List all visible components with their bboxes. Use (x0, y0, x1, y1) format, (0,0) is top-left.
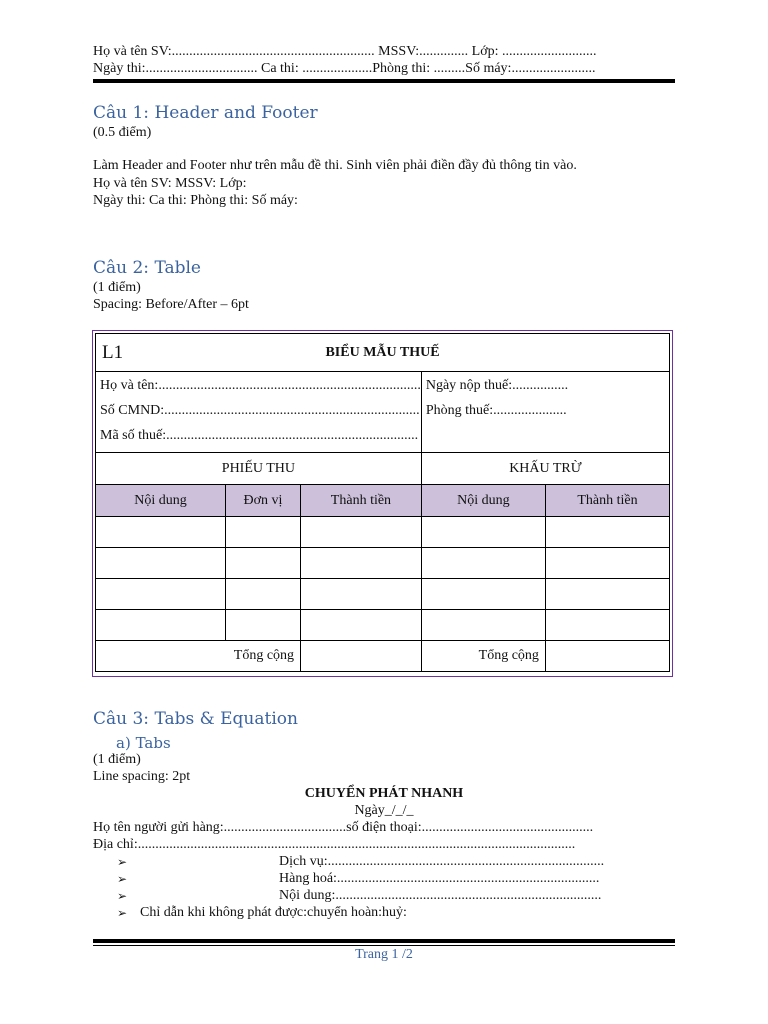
q3-line-spacing: Line spacing: 2pt (93, 769, 191, 784)
table-cell[interactable] (96, 517, 226, 548)
table-cell[interactable] (96, 548, 226, 579)
table-cell[interactable] (545, 579, 669, 610)
table-cell[interactable] (225, 548, 300, 579)
q3-points: (1 điểm) (93, 752, 141, 767)
section-deduction: KHẤU TRỪ (421, 453, 669, 485)
table-cell[interactable] (545, 610, 669, 641)
table-cell[interactable] (96, 579, 226, 610)
total-label-deduction: Tổng cộng (421, 641, 545, 672)
arrow-bullet-icon: ➢ (117, 855, 128, 869)
q3-sub-a: a) Tabs (116, 734, 171, 752)
footer-rule-thick (93, 939, 675, 943)
header-line-1: Họ và tên SV:.......................................................... MSSV:.............. Lớp: ........................... (93, 44, 597, 59)
q1-line-1: Họ và tên SV: MSSV: Lớp: (93, 176, 247, 191)
col-content-deduction: Nội dung (421, 485, 545, 517)
header-rule (93, 79, 675, 83)
field-full-name[interactable]: Họ và tên:........................................................................... (100, 378, 421, 393)
table-cell[interactable] (225, 517, 300, 548)
table-cell[interactable] (421, 579, 545, 610)
table-cell[interactable] (545, 517, 669, 548)
field-id-number[interactable]: Số CMND:......................................................................... (100, 403, 420, 418)
q2-spacing: Spacing: Before/After – 6pt (93, 297, 249, 312)
table-row (96, 579, 670, 610)
tax-form-total-row (96, 641, 670, 672)
table-cell[interactable] (421, 517, 545, 548)
delivery-title: CHUYỂN PHÁT NHANH (304, 786, 464, 801)
q1-points: (0.5 điểm) (93, 125, 152, 140)
arrow-bullet-icon: ➢ (117, 889, 128, 903)
total-label-receipt: Tổng cộng (96, 641, 301, 672)
q2-title: Câu 2: Table (93, 258, 201, 278)
table-row (96, 610, 670, 641)
table-row (96, 548, 670, 579)
arrow-bullet-icon: ➢ (117, 906, 128, 920)
table-cell[interactable] (421, 610, 545, 641)
col-amount-deduction: Thành tiền (545, 485, 669, 517)
total-deduction-cell[interactable] (545, 641, 669, 672)
tax-form-section-row (96, 453, 670, 485)
q1-line-2: Ngày thi: Ca thi: Phòng thi: Số máy: (93, 193, 298, 208)
q3-title: Câu 3: Tabs & Equation (93, 709, 298, 729)
total-receipt-cell[interactable] (301, 641, 422, 672)
col-amount: Thành tiền (301, 485, 422, 517)
table-cell[interactable] (545, 548, 669, 579)
tax-form-info-row (96, 372, 670, 453)
field-tax-office[interactable]: Phòng thuế:..................... (425, 403, 567, 418)
table-cell[interactable] (301, 517, 422, 548)
col-content: Nội dung (96, 485, 226, 517)
tax-form-title: BIỂU MẪU THUẾ (325, 344, 440, 360)
tax-form-header-row (96, 485, 670, 517)
q1-instruction: Làm Header and Footer như trên mẫu đề thi. Sinh viên phải điền đầy đủ thông tin vào. (93, 158, 577, 173)
section-receipt: PHIẾU THU (96, 453, 422, 485)
table-cell[interactable] (301, 548, 422, 579)
list-item-service: Dịch vụ:............................................................................... (279, 854, 605, 869)
table-cell[interactable] (301, 579, 422, 610)
table-cell[interactable] (301, 610, 422, 641)
q2-points: (1 điểm) (93, 280, 141, 295)
list-item-goods: Hàng hoá:........................................................................... (279, 871, 600, 886)
table-cell[interactable] (225, 610, 300, 641)
tax-form-table (95, 333, 670, 672)
field-payment-date[interactable]: Ngày nộp thuế:................ (425, 378, 569, 393)
q1-title: Câu 1: Header and Footer (93, 103, 318, 123)
table-cell[interactable] (225, 579, 300, 610)
table-cell[interactable] (421, 548, 545, 579)
header-line-2: Ngày thi:................................ Ca thi: ....................Phòng thi: .........Số máy:........................ (93, 61, 596, 76)
delivery-date: Ngày_/_/_ (354, 803, 414, 818)
sender-line: Họ tên người gửi hàng:...................................số điện thoại:................................................. (93, 820, 594, 835)
table-cell[interactable] (96, 610, 226, 641)
tax-form-title-row (96, 334, 670, 372)
arrow-bullet-icon: ➢ (117, 872, 128, 886)
col-unit: Đơn vị (225, 485, 300, 517)
tax-form-label: L1 (102, 342, 124, 363)
footer-rule-thin (93, 945, 675, 946)
list-item-instructions: Chỉ dẫn khi không phát được:chuyển hoàn:huỷ: (140, 905, 407, 920)
list-item-content: Nội dung:............................................................................ (279, 888, 602, 903)
address-line: Địa chỉ:............................................................................................................................. (93, 837, 576, 852)
page-number: Trang 1 /2 (355, 947, 413, 962)
field-tax-code[interactable]: Mã số thuế:........................................................................ (100, 428, 419, 443)
table-row (96, 517, 670, 548)
